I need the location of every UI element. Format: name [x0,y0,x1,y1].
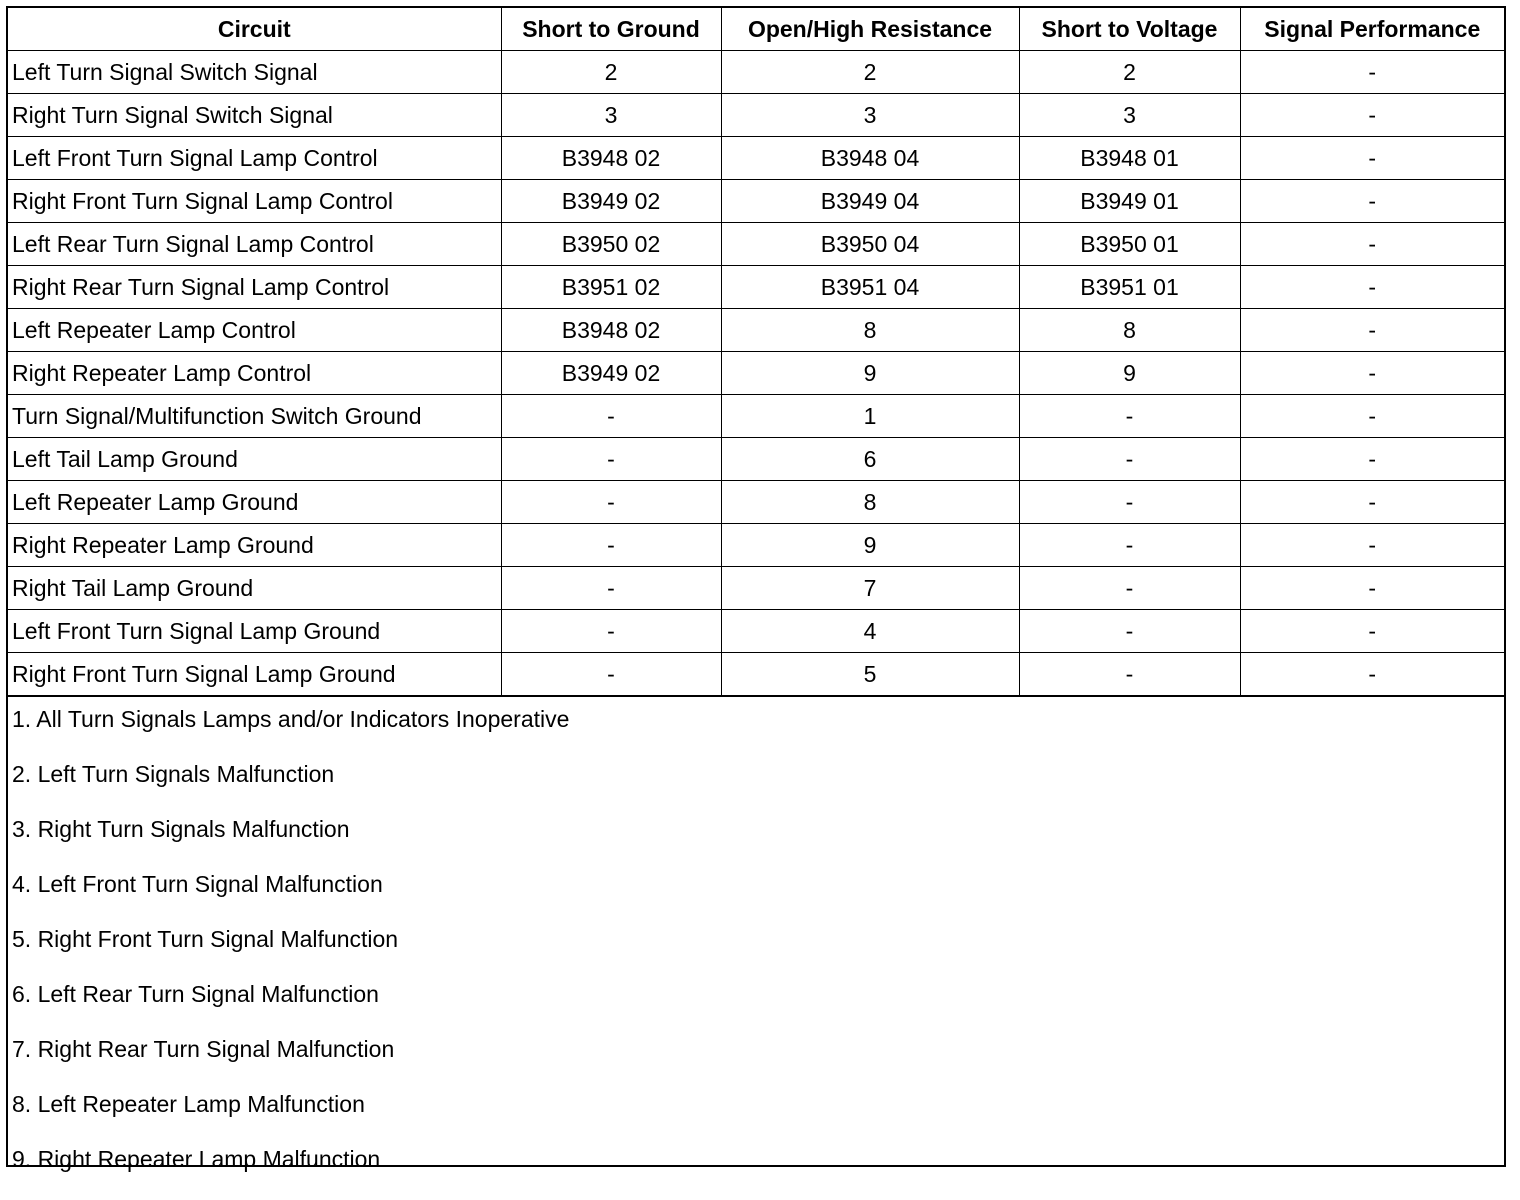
table-row [8,94,1504,137]
short-to-voltage-cell: - [1019,395,1240,438]
header-short-to-ground: Short to Ground [501,8,721,51]
table-row [8,266,1504,309]
signal-performance-cell: - [1240,653,1504,696]
signal-performance-cell: - [1240,223,1504,266]
open-high-resistance-cell: 5 [721,653,1019,696]
note-item: 9. Right Repeater Lamp Malfunction [12,1146,381,1172]
short-to-ground-cell: B3949 02 [501,180,721,223]
short-to-ground-cell: - [501,524,721,567]
short-to-ground-cell: - [501,481,721,524]
note-item: 7. Right Rear Turn Signal Malfunction [12,1036,395,1062]
table-row [8,438,1504,481]
short-to-ground-cell: B3948 02 [501,309,721,352]
signal-performance-cell: - [1240,438,1504,481]
short-to-voltage-cell: B3950 01 [1019,223,1240,266]
signal-performance-cell: - [1240,481,1504,524]
short-to-ground-cell: - [501,567,721,610]
signal-performance-cell: - [1240,524,1504,567]
circuit-diagnostic-document [6,6,1506,1172]
open-high-resistance-cell: B3950 04 [721,223,1019,266]
short-to-voltage-cell: 3 [1019,94,1240,137]
symptom-notes [8,696,1504,1200]
short-to-voltage-cell: B3948 01 [1019,137,1240,180]
open-high-resistance-cell: 9 [721,352,1019,395]
table-row [8,51,1504,94]
note-item: 5. Right Front Turn Signal Malfunction [12,926,399,952]
table-row [8,137,1504,180]
signal-performance-cell: - [1240,266,1504,309]
note-item: 8. Left Repeater Lamp Malfunction [12,1091,365,1117]
note-item: 2. Left Turn Signals Malfunction [12,761,335,787]
circuit-name-cell: Right Repeater Lamp Ground [8,524,501,567]
header-open-high-resistance: Open/High Resistance [721,8,1019,51]
short-to-ground-cell: B3949 02 [501,352,721,395]
short-to-ground-cell: B3950 02 [501,223,721,266]
signal-performance-cell: - [1240,610,1504,653]
signal-performance-cell: - [1240,51,1504,94]
circuit-name-cell: Right Tail Lamp Ground [8,567,501,610]
open-high-resistance-cell: 8 [721,481,1019,524]
circuit-name-cell: Right Repeater Lamp Control [8,352,501,395]
open-high-resistance-cell: 6 [721,438,1019,481]
signal-performance-cell: - [1240,352,1504,395]
short-to-voltage-cell: - [1019,567,1240,610]
table-row [8,180,1504,223]
table-row [8,352,1504,395]
header-short-to-voltage: Short to Voltage [1019,8,1240,51]
short-to-voltage-cell: 8 [1019,309,1240,352]
circuit-name-cell: Left Front Turn Signal Lamp Control [8,137,501,180]
open-high-resistance-cell: 1 [721,395,1019,438]
circuit-name-cell: Right Front Turn Signal Lamp Ground [8,653,501,696]
table-row [8,481,1504,524]
short-to-voltage-cell: 2 [1019,51,1240,94]
circuit-name-cell: Left Front Turn Signal Lamp Ground [8,610,501,653]
signal-performance-cell: - [1240,309,1504,352]
header-signal-performance: Signal Performance [1240,8,1504,51]
table-row [8,567,1504,610]
open-high-resistance-cell: 3 [721,94,1019,137]
short-to-ground-cell: - [501,653,721,696]
short-to-ground-cell: B3948 02 [501,137,721,180]
circuit-name-cell: Left Repeater Lamp Control [8,309,501,352]
circuit-name-cell: Right Turn Signal Switch Signal [8,94,501,137]
signal-performance-cell: - [1240,137,1504,180]
table-row [8,309,1504,352]
short-to-voltage-cell: B3951 01 [1019,266,1240,309]
open-high-resistance-cell: 7 [721,567,1019,610]
open-high-resistance-cell: 4 [721,610,1019,653]
table-row [8,653,1504,696]
signal-performance-cell: - [1240,94,1504,137]
open-high-resistance-cell: 8 [721,309,1019,352]
short-to-voltage-cell: - [1019,481,1240,524]
short-to-ground-cell: B3951 02 [501,266,721,309]
short-to-voltage-cell: B3949 01 [1019,180,1240,223]
short-to-voltage-cell: - [1019,438,1240,481]
table-row [8,395,1504,438]
circuit-name-cell: Right Front Turn Signal Lamp Control [8,180,501,223]
circuit-name-cell: Left Tail Lamp Ground [8,438,501,481]
short-to-ground-cell: - [501,395,721,438]
open-high-resistance-cell: B3951 04 [721,266,1019,309]
signal-performance-cell: - [1240,567,1504,610]
circuit-name-cell: Left Rear Turn Signal Lamp Control [8,223,501,266]
short-to-voltage-cell: - [1019,610,1240,653]
short-to-ground-cell: 2 [501,51,721,94]
note-item: 1. All Turn Signals Lamps and/or Indicators Inoperative [12,706,570,732]
short-to-voltage-cell: - [1019,653,1240,696]
table-row [8,610,1504,653]
circuit-name-cell: Turn Signal/Multifunction Switch Ground [8,395,501,438]
circuit-name-cell: Left Repeater Lamp Ground [8,481,501,524]
table-row [8,223,1504,266]
table-header-row [8,8,1504,51]
note-item: 3. Right Turn Signals Malfunction [12,816,350,842]
circuit-name-cell: Left Turn Signal Switch Signal [8,51,501,94]
short-to-ground-cell: - [501,610,721,653]
short-to-voltage-cell: 9 [1019,352,1240,395]
short-to-ground-cell: - [501,438,721,481]
note-item: 6. Left Rear Turn Signal Malfunction [12,981,379,1007]
note-item: 4. Left Front Turn Signal Malfunction [12,871,383,897]
table-row [8,524,1504,567]
short-to-voltage-cell: - [1019,524,1240,567]
short-to-ground-cell: 3 [501,94,721,137]
open-high-resistance-cell: 9 [721,524,1019,567]
circuit-name-cell: Right Rear Turn Signal Lamp Control [8,266,501,309]
signal-performance-cell: - [1240,395,1504,438]
header-circuit: Circuit [8,8,501,51]
circuit-fault-table [8,8,1504,696]
signal-performance-cell: - [1240,180,1504,223]
open-high-resistance-cell: B3949 04 [721,180,1019,223]
open-high-resistance-cell: B3948 04 [721,137,1019,180]
open-high-resistance-cell: 2 [721,51,1019,94]
